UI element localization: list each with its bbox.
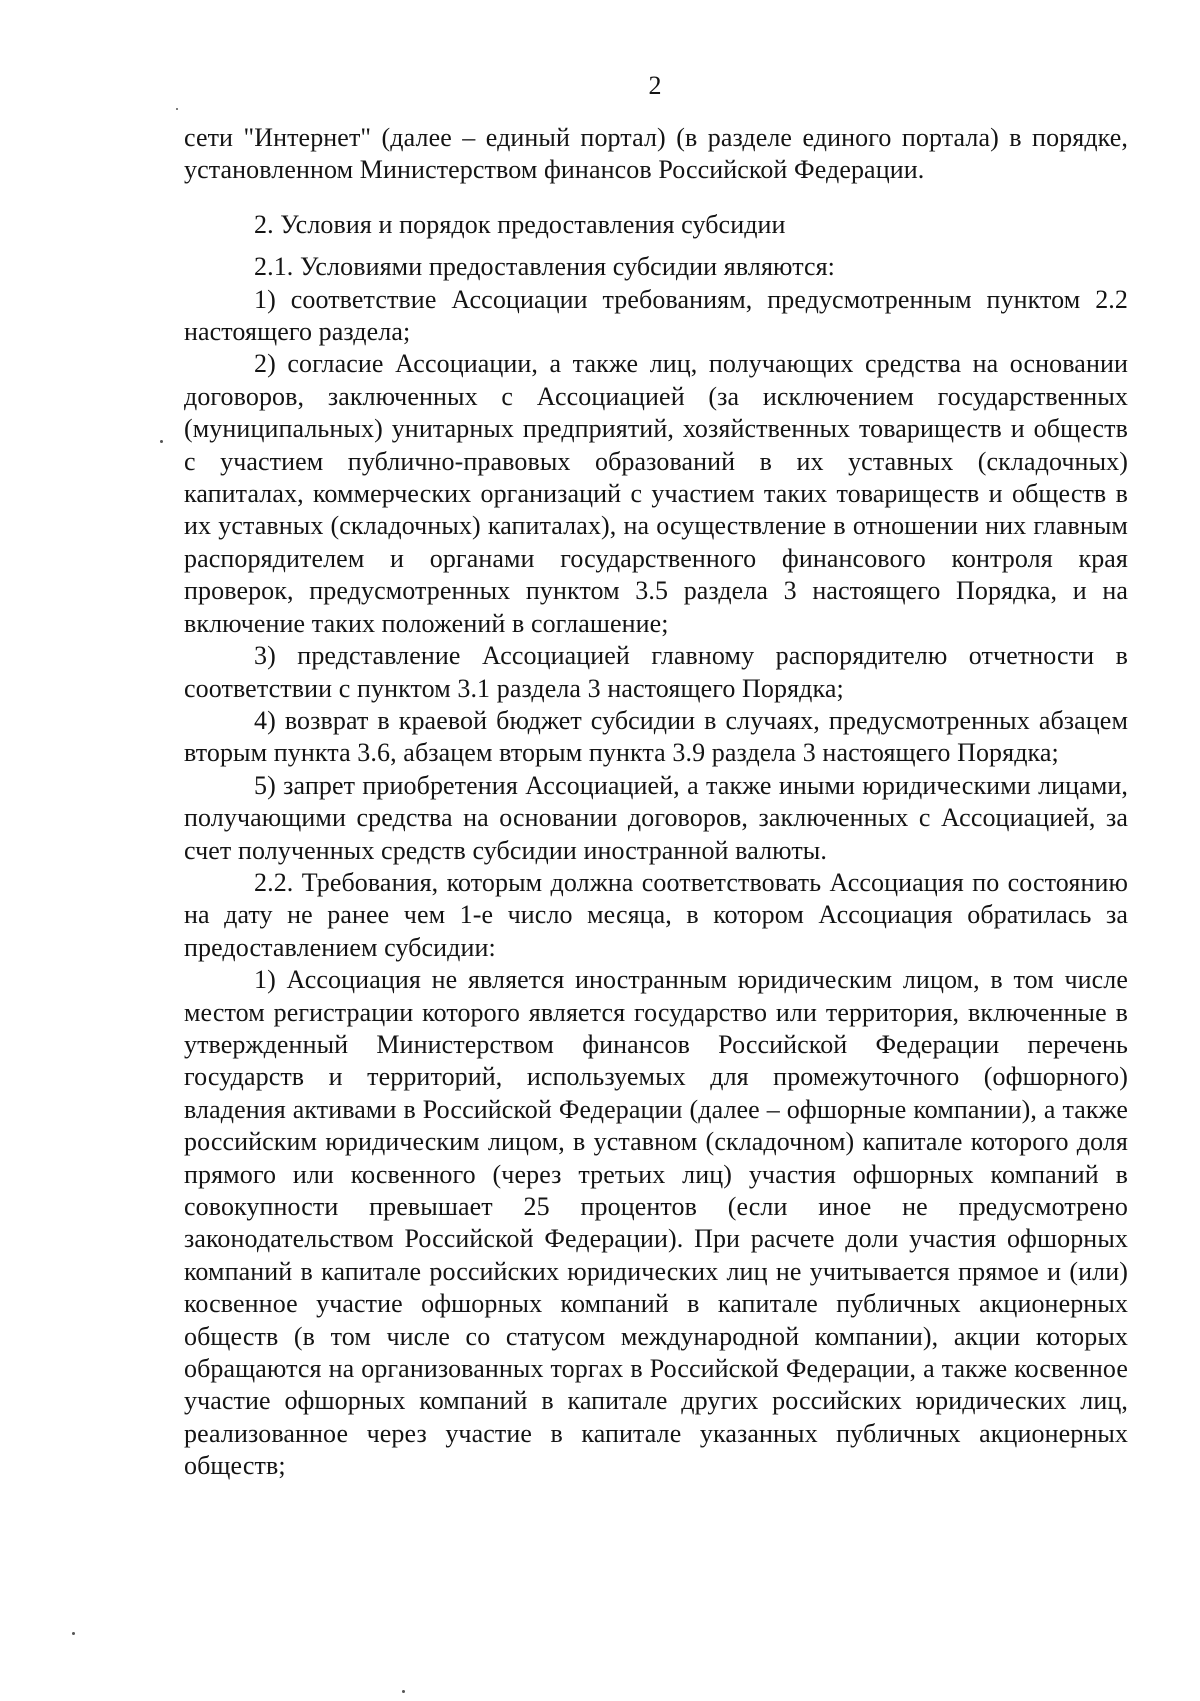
paragraph-condition-2: 2) согласие Ассоциации, а также лиц, получающих средства на основании договоров, заключенных с Ассоциацией (за исключением государственных (муниципальных) унитарных предприятий, хозяйственных товариществ и обществ с участием публично-правовых образований в их уставных (складочных) капиталах, коммерческих организаций с участием таких товариществ и обществ в их уставных (складочных) капиталах), на осуществление в отношении них главным распорядителем и органами государственного финансового контроля края проверок, предусмотренных пунктом 3.5 раздела 3 настоящего Порядка, и на включение таких положений в соглашение; [184,349,1128,638]
scan-speck [402,1690,405,1693]
paragraph-portal-continuation: сети "Интернет" (далее – единый портал) (в разделе единого портала) в порядке, установленном Министерством финансов Российской Федерации. [184,123,1128,185]
paragraph-2-1: 2.1. Условиями предоставления субсидии являются: [254,252,836,282]
section-heading-conditions: 2. Условия и порядок предоставления субсидии [254,209,786,239]
scan-speck [176,108,178,110]
scan-speck [160,440,163,443]
document-body [184,122,1128,1483]
scan-speck [72,1632,75,1635]
paragraph-condition-3: 3) представление Ассоциацией главному распорядителю отчетности в соответствии с пунктом 3.1 раздела 3 настоящего Порядка; [184,641,1128,703]
paragraph-condition-5: 5) запрет приобретения Ассоциацией, а также иными юридическими лицами, получающими средства на основании договоров, заключенных с Ассоциацией, за счет полученных средств субсидии иностранной валюты. [184,770,1128,865]
paragraph-condition-1: 1) соответствие Ассоциации требованиям, предусмотренным пунктом 2.2 настоящего раздела; [184,284,1128,347]
page-number: 2 [648,71,662,100]
paragraph-requirement-1: 1) Ассоциация не является иностранным юридическим лицом, в том числе местом регистрации которого является государство или территория, включенные в утвержденный Министерством финансов Российской Федерации перечень государств и территорий, используемых для промежуточного (офшорного) владения активами в Российской Федерации (далее – офшорные компании), а также российским юридическим лицом, в уставном (складочном) капитале которого доля прямого или косвенного (через третьих лиц) участия офшорных компаний в совокупности превышает 25 процентов (если иное не предусмотрено законодательством Российской Федерации). При расчете доли участия офшорных компаний в капитале российских юридических лиц не учитывается прямое и (или) косвенное участие офшорных компаний в капитале публичных акционерных обществ (в том числе со статусом международной компании), акции которых обращаются на организованных торгах в Российской Федерации, а также косвенное участие офшорных компаний в капитале других российских юридических лиц, реализованное через участие в капитале указанных публичных акционерных обществ; [184,965,1128,1481]
paragraph-condition-4: 4) возврат в краевой бюджет субсидии в случаях, предусмотренных абзацем вторым пункта 3.6, абзацем вторым пункта 3.9 раздела 3 настоящего Порядка; [184,705,1128,768]
paragraph-2-2: 2.2. Требования, которым должна соответствовать Ассоциация по состоянию на дату не ранее чем 1-е число месяца, в котором Ассоциация обратилась за предоставлением субсидии: [184,867,1128,962]
